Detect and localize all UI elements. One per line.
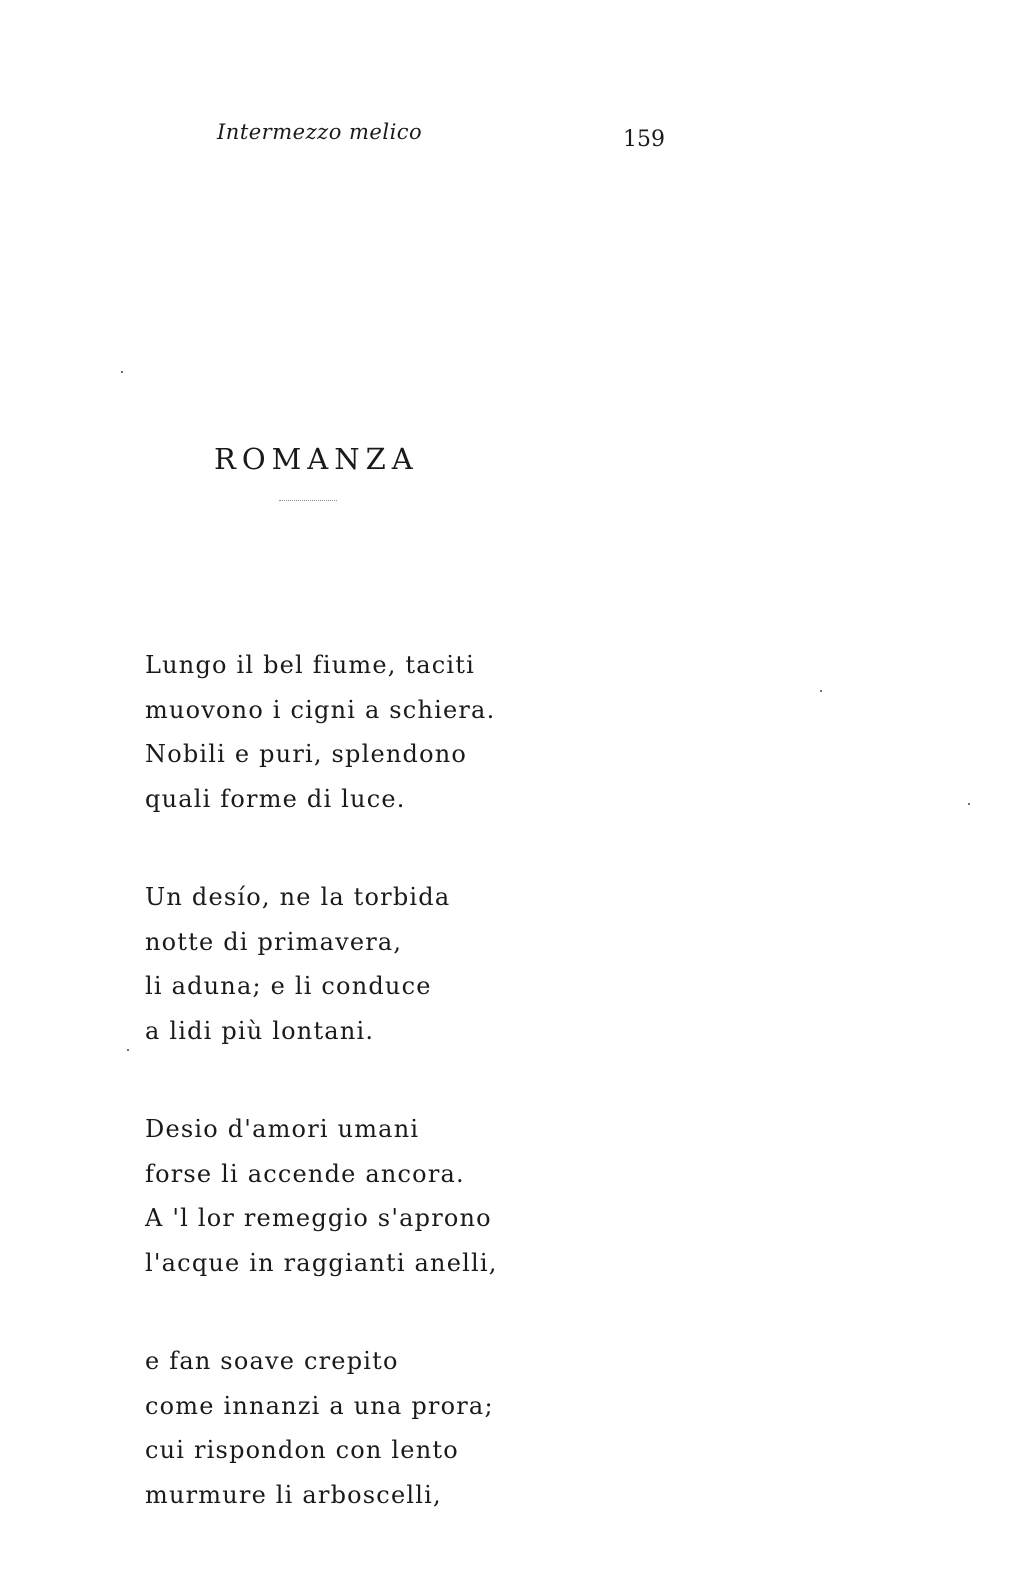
verse-line: a lidi più lontani.: [145, 1016, 375, 1045]
verse-line: come innanzi a una prora;: [145, 1391, 494, 1420]
verse-line: li aduna; e li conduce: [145, 972, 432, 1000]
verse-line: Desio d'amori umani: [145, 1115, 420, 1143]
verse-line: A 'l lor remeggio s'aprono: [145, 1204, 492, 1232]
verse-line: l'acque in raggianti anelli,: [145, 1248, 498, 1277]
verse-line: murmure li arboscelli,: [145, 1480, 442, 1509]
running-head: Intermezzo melico: [217, 120, 423, 144]
poem-title: ROMANZA: [214, 442, 419, 476]
page-number: 159: [623, 127, 665, 152]
verse-line: e fan soave crepito: [145, 1347, 399, 1375]
verse-line: quali forme di luce.: [145, 784, 406, 813]
stanza: [145, 643, 665, 821]
verse-line: cui rispondon con lento: [145, 1436, 459, 1464]
verse-line: forse li accende ancora.: [145, 1159, 465, 1188]
stanza: [145, 1107, 665, 1285]
verse-line: notte di primavera,: [145, 927, 403, 956]
scan-speck: [820, 690, 822, 692]
scan-speck: [968, 803, 970, 805]
verse-line: muovono i cigni a schiera.: [145, 695, 496, 724]
title-ornament: [279, 494, 337, 501]
verse-line: Nobili e puri, splendono: [145, 740, 468, 768]
scan-speck: [127, 1049, 129, 1051]
poem-body: [145, 643, 665, 1571]
stanza: [145, 875, 665, 1053]
verse-line: Un desío, ne la torbida: [145, 883, 451, 911]
verse-line: Lungo il bel fiume, taciti: [145, 651, 475, 679]
scan-speck: [121, 371, 123, 373]
stanza: [145, 1339, 665, 1517]
